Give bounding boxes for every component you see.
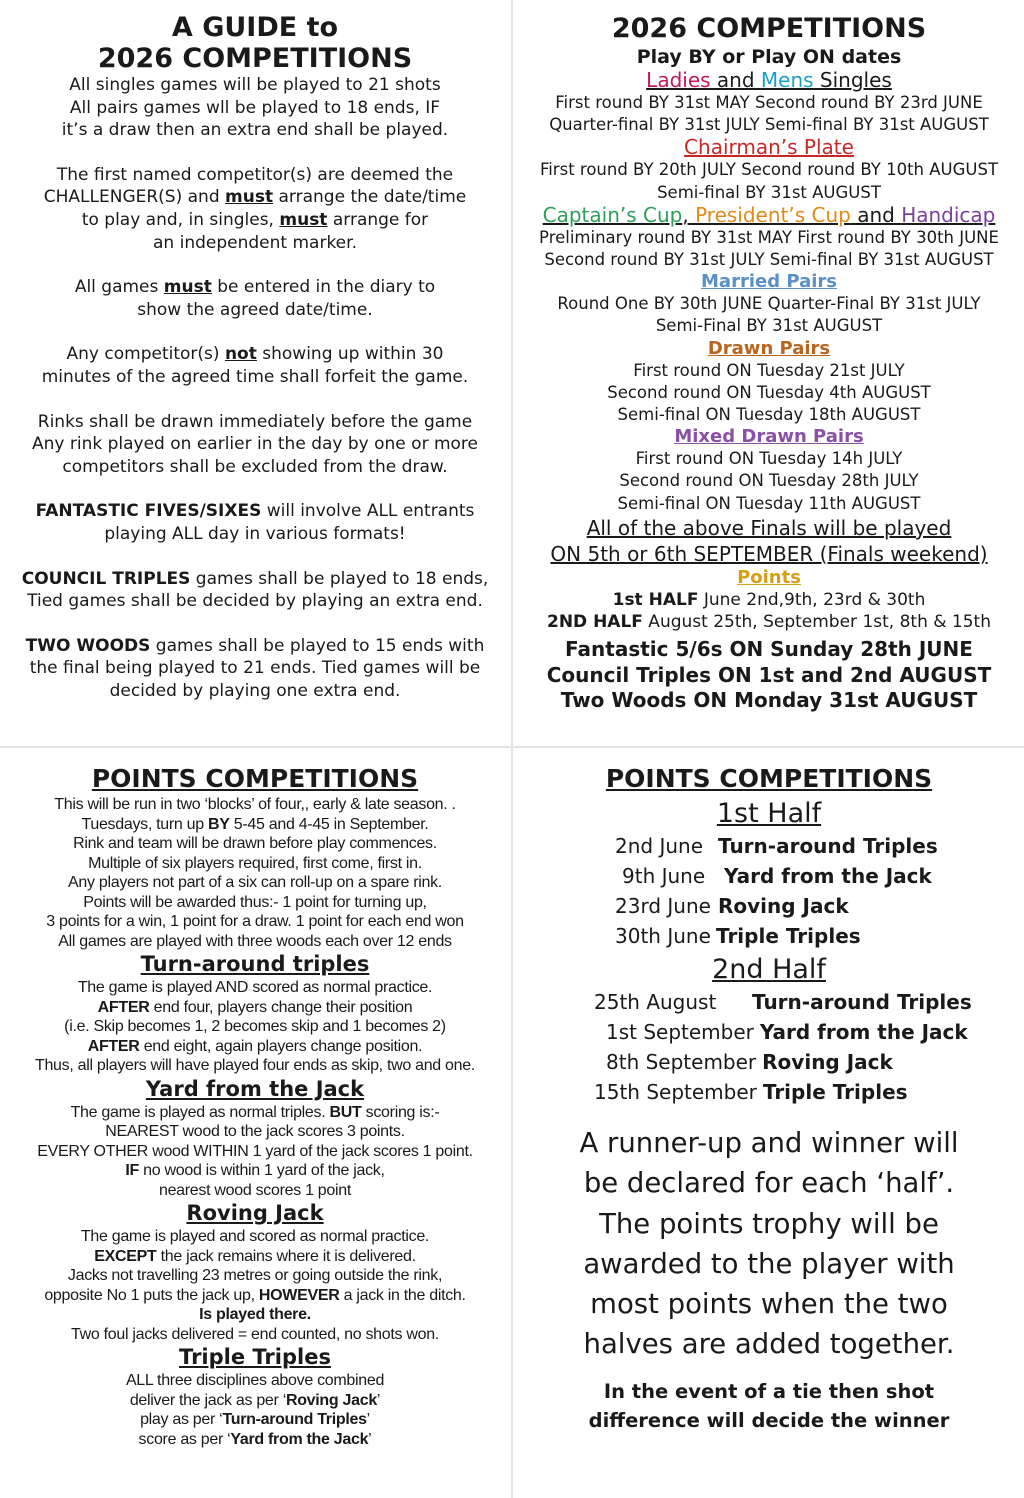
guide-rule: Tied games shall be decided by playing an extra end. (27, 591, 483, 612)
horizontal-divider (0, 746, 1024, 748)
rule-line: (i.e. Skip becomes 1, 2 becomes skip and 1 becomes 2) (64, 1018, 446, 1035)
turn-around-triples-heading: Turn-around triples (140, 952, 370, 976)
rule-line: AFTER end four, players change their position (97, 998, 413, 1016)
first-half-heading: 1st Half (716, 798, 822, 829)
tie-break-note: In the event of a tie then shot difference will decide the winner (588, 1379, 950, 1432)
rule-line: EXCEPT the jack remains where it is delivered. (94, 1247, 416, 1265)
second-half-heading: 2nd Half (712, 954, 826, 985)
points-half-line: 1st HALF June 2nd,9th, 23rd & 30th (612, 589, 926, 610)
schedule-row: 9th June Yard from the Jack (622, 864, 932, 888)
guide-title-line1: A GUIDE to (171, 12, 339, 43)
guide-rule: show the agreed date/time. (137, 299, 373, 320)
schedule-line: First round BY 31st MAY Second round BY 23rd JUNE (555, 93, 983, 112)
rule-line: Multiple of six players required, first come, first in. (88, 854, 422, 872)
mixed-drawn-pairs-heading: Mixed Drawn Pairs (674, 426, 864, 448)
guide-rule: FANTASTIC FIVES/SIXES will involve ALL entrants (35, 501, 475, 522)
schedule-line: First round BY 20th JULY Second round BY 10th AUGUST (539, 160, 999, 180)
guide-rule: an independent marker. (153, 232, 357, 253)
schedule-row: 8th September Roving Jack (606, 1050, 893, 1074)
rule-line: Points will be awarded thus:- 1 point for turning up, (83, 893, 427, 911)
rule-line: Tuesdays, turn up BY 5-45 and 4-45 in September. (81, 815, 429, 833)
rule-line: NEAREST wood to the jack scores 3 points. (105, 1123, 405, 1140)
rule-line: 3 points for a win, 1 point for a draw. 1 point for each end won (46, 913, 464, 930)
points-trophy-paragraph: A runner-up and winner will be declared for each ‘half’. The points trophy will be awarded to the player with most points when the two halves are added together. (579, 1127, 959, 1361)
points-rules-panel (0, 762, 510, 1449)
rule-line: The game is played as normal triples. BUT scoring is:- (70, 1103, 440, 1121)
schedule-row: 1st September Yard from the Jack (606, 1020, 968, 1044)
guide-rule: TWO WOODS games shall be played to 15 ends with (25, 635, 485, 656)
guide-rule: CHALLENGER(S) and must arrange the date/time (43, 187, 467, 208)
rule-line: AFTER end eight, again players change position. (87, 1037, 423, 1055)
schedule-line: Round One BY 30th JUNE Quarter-Final BY 31st JULY (557, 294, 981, 314)
rule-line: The game is played AND scored as normal practice. (77, 979, 433, 996)
schedule-row: 2nd June Turn-around Triples (615, 834, 938, 858)
cups-heading: Captain’s Cup, President’s Cup and Handicap (542, 202, 996, 227)
event-date-line: Fantastic 5/6s ON Sunday 28th JUNE (565, 637, 973, 662)
competitions-title: 2026 COMPETITIONS (611, 13, 927, 44)
vertical-divider (511, 0, 513, 1498)
schedule-line: First round ON Tuesday 14h JULY (635, 449, 903, 469)
guide-rule: Any competitor(s) not showing up within 30 (66, 344, 444, 365)
rule-line: deliver the jack as per ‘Roving Jack’ (129, 1391, 381, 1409)
guide-rule: playing ALL day in various formats! (104, 523, 406, 544)
guide-panel (0, 12, 510, 702)
rule-line: All games are played with three woods each over 12 ends (58, 932, 452, 950)
guide-rule: The first named competitor(s) are deemed the (56, 164, 454, 185)
guide-rule: COUNCIL TRIPLES games shall be played to 18 ends, (21, 568, 489, 589)
rule-line: This will be run in two ‘blocks’ of four,, early & late season. . (54, 796, 456, 813)
rule-line: Thus, all players will have played four ends as skip, two and one. (34, 1057, 475, 1074)
finals-line: All of the above Finals will be played (586, 515, 952, 540)
competitions-subtitle: Play BY or Play ON dates (636, 46, 902, 68)
chairmans-plate-heading: Chairman’s Plate (684, 135, 854, 160)
schedule-line: Semi-Final BY 31st AUGUST (655, 316, 883, 336)
rule-line: EVERY OTHER wood WITHIN 1 yard of the jack scores 1 point. (37, 1142, 473, 1160)
singles-heading: Ladies and Mens Singles (646, 68, 892, 92)
rule-line: Any players not part of a six can roll-up on a spare rink. (68, 874, 442, 891)
schedule-line: Semi-final ON Tuesday 18th AUGUST (617, 405, 921, 425)
rule-line: opposite No 1 puts the jack up, HOWEVER a jack in the ditch. (44, 1286, 466, 1304)
schedule-row: 23rd June Roving Jack (615, 894, 849, 918)
points-rules-title: POINTS COMPETITIONS (91, 764, 419, 793)
triple-triples-heading: Triple Triples (179, 1345, 331, 1369)
schedule-row: 25th August Turn-around Triples (594, 990, 972, 1014)
rule-line: score as per ‘Yard from the Jack’ (138, 1430, 372, 1448)
schedule-line: Semi-final ON Tuesday 11th AUGUST (617, 493, 921, 513)
event-date-line: Two Woods ON Monday 31st AUGUST (560, 688, 978, 713)
finals-line: ON 5th or 6th SEPTEMBER (Finals weekend) (550, 541, 988, 566)
guide-rule: minutes of the agreed time shall forfeit the game. (41, 366, 469, 387)
guide-rule: the final being played to 21 ends. Tied games will be (29, 658, 481, 679)
schedule-line: Second round BY 31st JULY Semi-final BY 31st AUGUST (544, 250, 994, 270)
schedule-row: 15th September Triple Triples (594, 1080, 908, 1104)
rule-line: The game is played and scored as normal practice. (80, 1228, 430, 1245)
guide-rule: Rinks shall be drawn immediately before the game (37, 411, 473, 432)
schedule-line: Quarter-final BY 31st JULY Semi-final BY 31st AUGUST (549, 115, 989, 135)
rule-line: ALL three disciplines above combined (125, 1372, 385, 1389)
event-date-line: Council Triples ON 1st and 2nd AUGUST (546, 662, 992, 687)
schedule-line: Second round ON Tuesday 28th JULY (619, 471, 919, 491)
schedule-line: Second round ON Tuesday 4th AUGUST (607, 382, 931, 402)
points-half-line: 2ND HALF August 25th, September 1st, 8th & 15th (546, 612, 991, 633)
rule-line: play as per ‘Turn-around Triples’ (140, 1411, 370, 1428)
competitions-panel (514, 12, 1024, 714)
rule-line: Jacks not travelling 23 metres or going outside the rink, (67, 1267, 443, 1284)
married-pairs-heading: Married Pairs (701, 271, 837, 293)
drawn-pairs-heading: Drawn Pairs (707, 337, 831, 359)
rule-line: nearest wood scores 1 point (158, 1181, 352, 1199)
guide-rule: it’s a draw then an extra end shall be played. (61, 120, 449, 141)
schedule-line: Preliminary round BY 31st MAY First round BY 30th JUNE (539, 227, 999, 247)
roving-jack-heading: Roving Jack (186, 1201, 324, 1225)
guide-rule: decided by playing one extra end. (109, 680, 401, 701)
points-schedule-panel (514, 762, 1024, 1435)
yard-from-the-jack-heading: Yard from the Jack (145, 1076, 365, 1101)
schedule-row: 30th June Triple Triples (615, 924, 861, 948)
guide-body (0, 74, 510, 702)
guide-rule: All games must be entered in the diary to (74, 277, 436, 298)
guide-rule: to play and, in singles, must arrange for (81, 209, 429, 230)
guide-rule: All pairs games wll be played to 18 ends, IF (69, 97, 441, 118)
schedule-line: Semi-final BY 31st AUGUST (657, 182, 881, 202)
points-heading: Points (737, 566, 801, 588)
points-schedule-title: POINTS COMPETITIONS (605, 764, 933, 793)
guide-rule: competitors shall be excluded from the draw. (62, 456, 448, 477)
guide-title-line2: 2026 COMPETITIONS (97, 43, 413, 74)
rule-line: Is played there. (199, 1306, 311, 1323)
rule-line: IF no wood is within 1 yard of the jack, (125, 1162, 385, 1179)
guide-rule: Any rink played on earlier in the day by one or more (32, 434, 478, 455)
rule-line: Two foul jacks delivered = end counted, no shots won. (71, 1325, 439, 1343)
schedule-line: First round ON Tuesday 21st JULY (633, 360, 905, 380)
rule-line: Rink and team will be drawn before play commences. (73, 835, 437, 852)
guide-rule: All singles games will be played to 21 shots (69, 75, 441, 95)
